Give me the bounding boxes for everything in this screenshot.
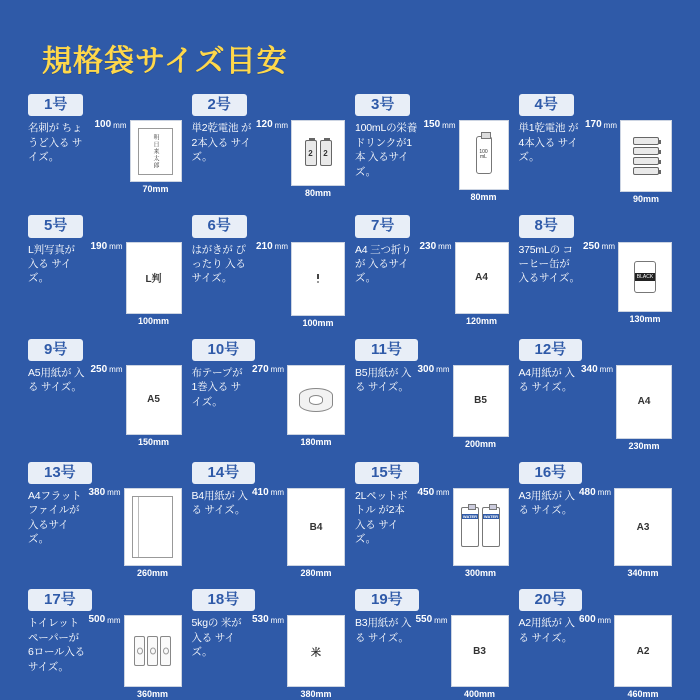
bag-shape	[459, 120, 509, 190]
bag-illustration	[616, 365, 672, 451]
size-badge: 11号	[355, 339, 418, 361]
size-badge: 18号	[192, 589, 256, 611]
bag-illustration	[620, 120, 672, 204]
size-badge: 4号	[519, 94, 574, 116]
height-unit: mm	[436, 365, 450, 374]
bag-shape	[130, 120, 182, 182]
size-description: 単2乾電池 が2本入る サイズ。	[191, 122, 252, 164]
height-value: 210	[255, 240, 273, 252]
height-value: 300	[417, 363, 435, 375]
height-unit: mm	[270, 365, 284, 374]
height-unit: mm	[109, 241, 123, 251]
size-description: A5用紙が 入る サイズ。	[28, 366, 85, 394]
height-value: 530	[251, 614, 269, 626]
size-badge: 17号	[28, 589, 92, 611]
size-badge: 14号	[192, 462, 256, 484]
height-dimension	[94, 120, 126, 131]
width-value: 100mm	[302, 317, 334, 328]
height-unit: mm	[270, 615, 284, 625]
bag-illustration	[126, 242, 182, 326]
bag-shape	[455, 242, 509, 314]
size-description: 375mLの コーヒー缶が 入るサイズ。	[518, 243, 580, 285]
height-value: 450	[417, 487, 435, 498]
size-badge: 5号	[28, 215, 83, 237]
height-value: 170	[584, 119, 602, 131]
bag-shape	[124, 488, 182, 566]
size-badge: 20号	[519, 589, 583, 611]
bag-illustration	[451, 615, 509, 699]
size-badge: 9号	[28, 339, 83, 361]
bag-illustration	[459, 120, 509, 202]
bag-shape	[614, 615, 672, 687]
size-card	[519, 339, 673, 451]
size-badge: 15号	[355, 462, 419, 484]
size-description: L判写真が 入る サイズ。	[28, 243, 75, 285]
height-dimension	[417, 488, 449, 499]
size-card	[28, 462, 182, 578]
bag-shape	[614, 488, 672, 566]
size-description: 5kgの 米が入る サイズ。	[191, 617, 242, 659]
size-card	[192, 339, 346, 451]
bag-inner-label: B3	[473, 645, 486, 657]
width-value: 260mm	[136, 568, 169, 578]
postcard-icon	[317, 274, 319, 283]
height-dimension	[252, 365, 284, 376]
width-value: 280mm	[300, 568, 332, 578]
size-badge: 7号	[355, 215, 410, 237]
height-value: 480	[578, 487, 596, 498]
bag-inner-label: A3	[636, 521, 650, 533]
size-card	[519, 462, 673, 578]
height-value: 600	[578, 614, 596, 626]
height-dimension	[419, 242, 451, 253]
height-dimension	[252, 615, 284, 626]
size-description: B3用紙が 入る サイズ。	[355, 617, 412, 644]
bag-shape	[291, 120, 345, 186]
width-value: 80mm	[470, 192, 497, 203]
bag-illustration	[455, 242, 509, 326]
bag-shape	[616, 365, 672, 439]
height-value: 550	[415, 614, 433, 626]
coffee-can-icon: BLACK	[634, 261, 656, 293]
size-card	[355, 215, 509, 327]
width-value: 150mm	[137, 436, 170, 447]
size-badge: 8号	[519, 215, 574, 237]
size-card	[192, 94, 346, 204]
height-dimension	[583, 242, 615, 253]
bag-illustration	[130, 120, 182, 194]
size-badge: 12号	[519, 339, 583, 361]
height-dimension	[252, 488, 284, 499]
size-description: B4用紙が 入る サイズ。	[191, 490, 248, 517]
width-value: 230mm	[628, 440, 660, 451]
battery-d2-icon: 2 2	[305, 140, 332, 166]
bag-shape	[451, 615, 509, 687]
width-value: 340mm	[627, 568, 659, 578]
width-value: 70mm	[142, 184, 169, 195]
size-card	[355, 339, 509, 451]
size-card	[519, 589, 673, 699]
bag-illustration	[124, 488, 182, 578]
bag-shape	[453, 365, 509, 437]
bag-illustration	[124, 615, 182, 699]
toilet-roll-icon	[134, 636, 171, 666]
bag-inner-label: B4	[309, 521, 323, 533]
bag-shape	[124, 615, 182, 687]
size-description: A3用紙が 入る サイズ。	[518, 490, 575, 517]
height-value: 230	[419, 240, 437, 252]
pet-bottles-icon: WATER WATER	[461, 507, 500, 547]
page-title: 規格袋サイズ目安	[42, 45, 288, 78]
width-value: 100mm	[137, 315, 170, 326]
size-card	[355, 462, 509, 578]
height-dimension	[579, 615, 611, 626]
height-value: 190	[90, 240, 108, 252]
size-card	[192, 215, 346, 327]
size-description: 2Lペットボトル が2本入る サイズ。	[355, 490, 408, 546]
size-card	[192, 589, 346, 699]
height-value: 410	[251, 487, 269, 498]
height-value: 250	[582, 240, 600, 252]
bag-inner-label: A5	[147, 394, 160, 406]
height-value: 150	[423, 119, 441, 131]
height-unit: mm	[599, 365, 613, 374]
bag-illustration	[618, 242, 672, 324]
bag-illustration	[291, 242, 345, 328]
size-card	[192, 462, 346, 578]
size-badge: 6号	[192, 215, 247, 237]
size-badge: 1号	[28, 94, 83, 116]
bag-inner-label: A2	[636, 645, 650, 657]
height-value: 120	[255, 119, 273, 131]
bag-illustration	[287, 365, 345, 447]
height-value: 250	[90, 363, 108, 375]
height-unit: mm	[436, 488, 450, 498]
height-unit: mm	[113, 120, 127, 130]
size-description: 単1乾電池 が4本入る サイズ。	[518, 122, 579, 164]
bag-illustration	[453, 488, 509, 578]
bag-shape	[126, 242, 182, 314]
bag-shape	[453, 488, 509, 566]
bag-shape	[287, 488, 345, 566]
width-value: 360mm	[136, 689, 169, 700]
width-value: 180mm	[300, 436, 332, 447]
size-description: B5用紙が 入る サイズ。	[355, 366, 412, 394]
height-dimension	[256, 242, 288, 253]
bag-illustration	[614, 615, 672, 699]
height-value: 500	[88, 614, 106, 626]
height-dimension	[90, 365, 122, 376]
height-value: 100	[94, 119, 112, 131]
height-value: 340	[580, 363, 598, 375]
height-dimension	[581, 365, 613, 376]
bag-shape	[287, 365, 345, 435]
size-badge: 13号	[28, 462, 92, 484]
height-unit: mm	[274, 120, 288, 130]
height-dimension	[88, 615, 120, 626]
height-value: 380	[88, 487, 106, 498]
battery-d1-icon	[633, 137, 659, 175]
size-card	[519, 215, 673, 327]
size-badge: 3号	[355, 94, 410, 116]
height-unit: mm	[601, 241, 615, 251]
height-dimension	[90, 242, 122, 253]
size-description: A4用紙が 入る サイズ。	[518, 366, 575, 394]
height-unit: mm	[109, 365, 123, 374]
height-unit: mm	[438, 241, 452, 251]
size-card	[355, 589, 509, 699]
bag-shape	[126, 365, 182, 435]
bag-shape	[620, 120, 672, 192]
height-unit: mm	[107, 488, 121, 498]
size-card	[355, 94, 509, 204]
size-description: A2用紙が 入る サイズ。	[518, 617, 575, 644]
bag-illustration	[453, 365, 509, 449]
size-description: A4フラット ファイルが 入るサイズ。	[28, 490, 82, 546]
width-value: 130mm	[629, 313, 661, 324]
bag-shape	[287, 615, 345, 687]
bag-inner-label: A4	[475, 272, 488, 283]
bag-illustration	[614, 488, 672, 578]
height-unit: mm	[107, 615, 121, 625]
height-dimension	[423, 120, 455, 131]
height-unit: mm	[597, 488, 611, 498]
size-badge: 10号	[192, 339, 256, 361]
bag-illustration	[291, 120, 345, 198]
size-badge: 19号	[355, 589, 419, 611]
bag-inner-label: B5	[474, 395, 487, 407]
flat-file-icon	[132, 496, 172, 558]
bag-illustration	[126, 365, 182, 447]
size-description: 布テープが 1巻入る サイズ。	[191, 366, 243, 408]
size-card	[28, 94, 182, 204]
height-dimension	[585, 120, 617, 131]
height-unit: mm	[434, 615, 448, 625]
size-description: 100mLの栄養 ドリンクが1本 入るサイズ。	[355, 122, 418, 178]
drink-bottle-icon: 100 mL	[476, 136, 492, 174]
size-card	[28, 589, 182, 699]
size-badge: 16号	[519, 462, 583, 484]
height-dimension	[256, 120, 288, 131]
bag-illustration	[287, 615, 345, 699]
width-value: 80mm	[304, 188, 331, 199]
bag-inner-label: L判	[145, 274, 162, 285]
size-badge: 2号	[192, 94, 247, 116]
width-value: 120mm	[465, 315, 498, 326]
meishi-icon: 明日来太郎	[138, 128, 173, 175]
size-description: A4 三つ折りが 入るサイズ。	[355, 243, 412, 285]
height-value: 270	[251, 363, 269, 375]
height-unit: mm	[597, 615, 611, 625]
height-unit: mm	[603, 120, 617, 130]
size-card	[519, 94, 673, 204]
height-dimension	[417, 365, 449, 376]
size-description: はがきが ぴったり 入るサイズ。	[191, 243, 246, 285]
bag-inner-label: A4	[637, 396, 651, 408]
height-dimension	[579, 488, 611, 499]
width-value: 400mm	[463, 689, 496, 700]
height-dimension	[415, 615, 447, 626]
height-unit: mm	[274, 241, 288, 251]
bag-illustration	[287, 488, 345, 578]
bag-shape	[618, 242, 672, 312]
height-dimension	[88, 488, 120, 499]
size-card	[28, 215, 182, 327]
bag-inner-label: 米	[311, 647, 321, 659]
size-card	[28, 339, 182, 451]
width-value: 90mm	[632, 194, 659, 205]
height-unit: mm	[270, 488, 284, 498]
bag-shape	[291, 242, 345, 316]
width-value: 380mm	[300, 689, 332, 700]
size-grid	[20, 94, 680, 699]
width-value: 200mm	[464, 438, 497, 449]
size-description: トイレット ペーパーが 6ロール入る サイズ。	[28, 617, 85, 673]
width-value: 300mm	[464, 568, 497, 578]
width-value: 460mm	[627, 689, 659, 700]
height-unit: mm	[442, 120, 456, 130]
tape-roll-icon	[299, 388, 333, 412]
size-description: 名刺が ちょうど入る サイズ。	[28, 122, 83, 164]
